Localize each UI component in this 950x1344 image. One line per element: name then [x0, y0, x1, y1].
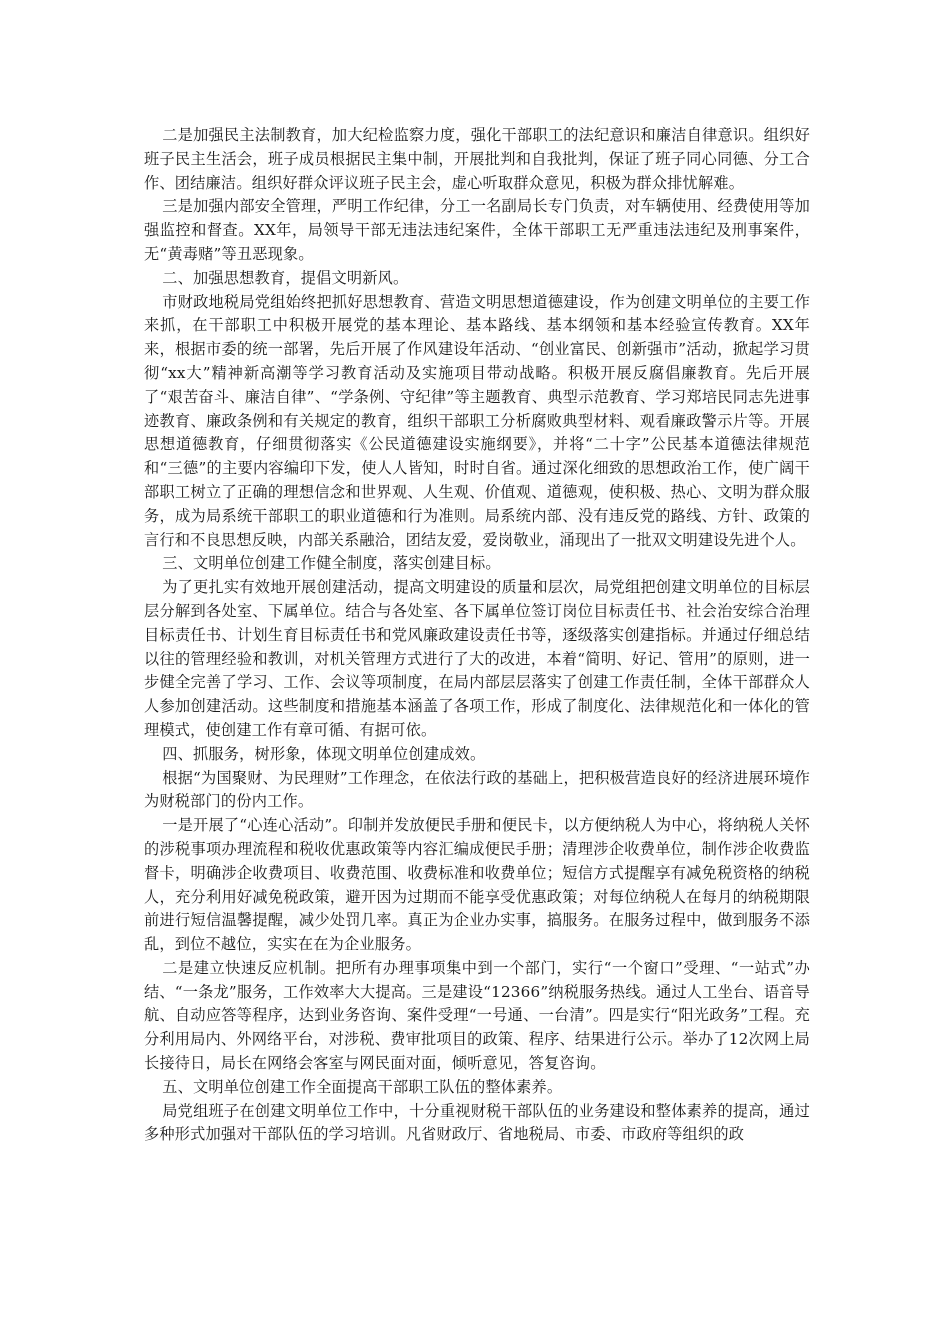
paragraph: 市财政地税局党组始终把抓好思想教育、营造文明思想道德建设，作为创建文明单位的主要工作来抓，在干部职工中积极开展党的基本理论、基本路线、基本纲领和基本经验宣传教育。XX年来，根据市委的统一部署，先后开展了作风建设年活动、“创业富民、创新强市”活动，掀起学习贯彻“xx大”精神新高潮等学习教育活动及实施项目带动战略。积极开展反腐倡廉教育。先后开展了“艰苦奋斗、廉洁自律”、“学条例、守纪律”等主题教育、典型示范教育、学习郑培民同志先进事迹教育、廉政条例和有关规定的教育，组织干部职工分析腐败典型材料、观看廉政警示片等。开展思想道德教育，仔细贯彻落实《公民道德建设实施纲要》，并将“二十字”公民基本道德法律规范和“三德”的主要内容编印下发，使人人皆知，时时自省。通过深化细致的思想政治工作，使广阔干部职工树立了正确的理想信念和世界观、人生观、价值观、道德观，使积极、热心、文明为群众服务，成为局系统干部职工的职业道德和行为准则。局系统内部、没有违反党的路线、方针、政策的言行和不良思想反映，内部关系融洽，团结友爱，爱岗敬业，涌现出了一批双文明建设先进个人。	[144, 292, 810, 549]
paragraph: 一是开展了“心连心活动”。印制并发放便民手册和便民卡，以方便纳税人为中心，将纳税人关怀的涉税事项办理流程和税收优惠政策等内容汇编成便民手册；清理涉企收费单位，制作涉企收费监督卡，明确涉企收费项目、收费范围、收费标准和收费单位；短信方式提醒享有减免税资格的纳税人，充分利用好减免税政策，避开因为过期而不能享受优惠政策；对每位纳税人在每月的纳税期限前进行短信温馨提醒，减少处罚几率。真正为企业办实事，搞服务。在服务过程中，做到服务不添乱，到位不越位，实实在在为企业服务。	[144, 816, 810, 954]
paragraph: 二是加强民主法制教育，加大纪检监察力度，强化干部职工的法纪意识和廉洁自律意识。组织好班子民主生活会，班子成员根据民主集中制，开展批判和自我批判，保证了班子同心同德、分工合作、团结廉洁。组织好群众评议班子民主会，虚心听取群众意见，积极为群众排忧解难。	[144, 126, 810, 192]
section-heading: 三、文明单位创建工作健全制度，落实创建目标。	[162, 554, 501, 573]
section-heading: 五、文明单位创建工作全面提高干部职工队伍的整体素养。	[162, 1077, 563, 1096]
paragraph: 三是加强内部安全管理，严明工作纪律，分工一名副局长专门负责，对车辆使用、经费使用等加强监控和督查。XX年，局领导干部无违法违纪案件，全体干部职工无严重违法违纪及刑事案件，无“黄毒赌”等丑恶现象。	[144, 197, 810, 263]
paragraph: 根据“为国聚财、为民理财”工作理念，在依法行政的基础上，把积极营造良好的经济进展环境作为财税部门的份内工作。	[144, 768, 810, 811]
paragraph: 局党组班子在创建文明单位工作中，十分重视财税干部队伍的业务建设和整体素养的提高，通过多种形式加强对干部队伍的学习培训。凡省财政厅、省地税局、市委、市政府等组织的政	[144, 1101, 810, 1144]
paragraph: 二是建立快速反应机制。把所有办理事项集中到一个部门，实行“一个窗口”受理、“一站式”办结、“一条龙”服务，工作效率大大提高。三是建设“12366”纳税服务热线。通过人工坐台、语音导航、自动应答等程序，达到业务咨询、案件受理“一号通、一台清”。四是实行“阳光政务”工程。充分利用局内、外网络平台，对涉税、费审批项目的政策、程序、结果进行公示。举办了12次网上局长接待日，局长在网络会客室与网民面对面，倾听意见，答复咨询。	[144, 958, 811, 1073]
section-heading: 四、抓服务，树形象，体现文明单位创建成效。	[162, 744, 486, 763]
section-heading: 二、加强思想教育，提倡文明新风。	[162, 268, 409, 287]
paragraph: 为了更扎实有效地开展创建活动，提高文明建设的质量和层次，局党组把创建文明单位的目标层层分解到各处室、下属单位。结合与各处室、各下属单位签订岗位目标责任书、社会治安综合治理目标责任书、计划生育目标责任书和党风廉政建设责任书等，逐级落实创建指标。并通过仔细总结以往的管理经验和教训，对机关管理方式进行了大的改进，本着“简明、好记、管用”的原则，进一步健全完善了学习、工作、会议等项制度，在局内部层层落实了创建工作责任制，全体干部群众人人参加创建活动。这些制度和措施基本涵盖了各项工作，形成了制度化、法律规范化和一体化的管理模式，使创建工作有章可循、有据可依。	[144, 578, 810, 739]
document-body	[144, 124, 810, 1147]
